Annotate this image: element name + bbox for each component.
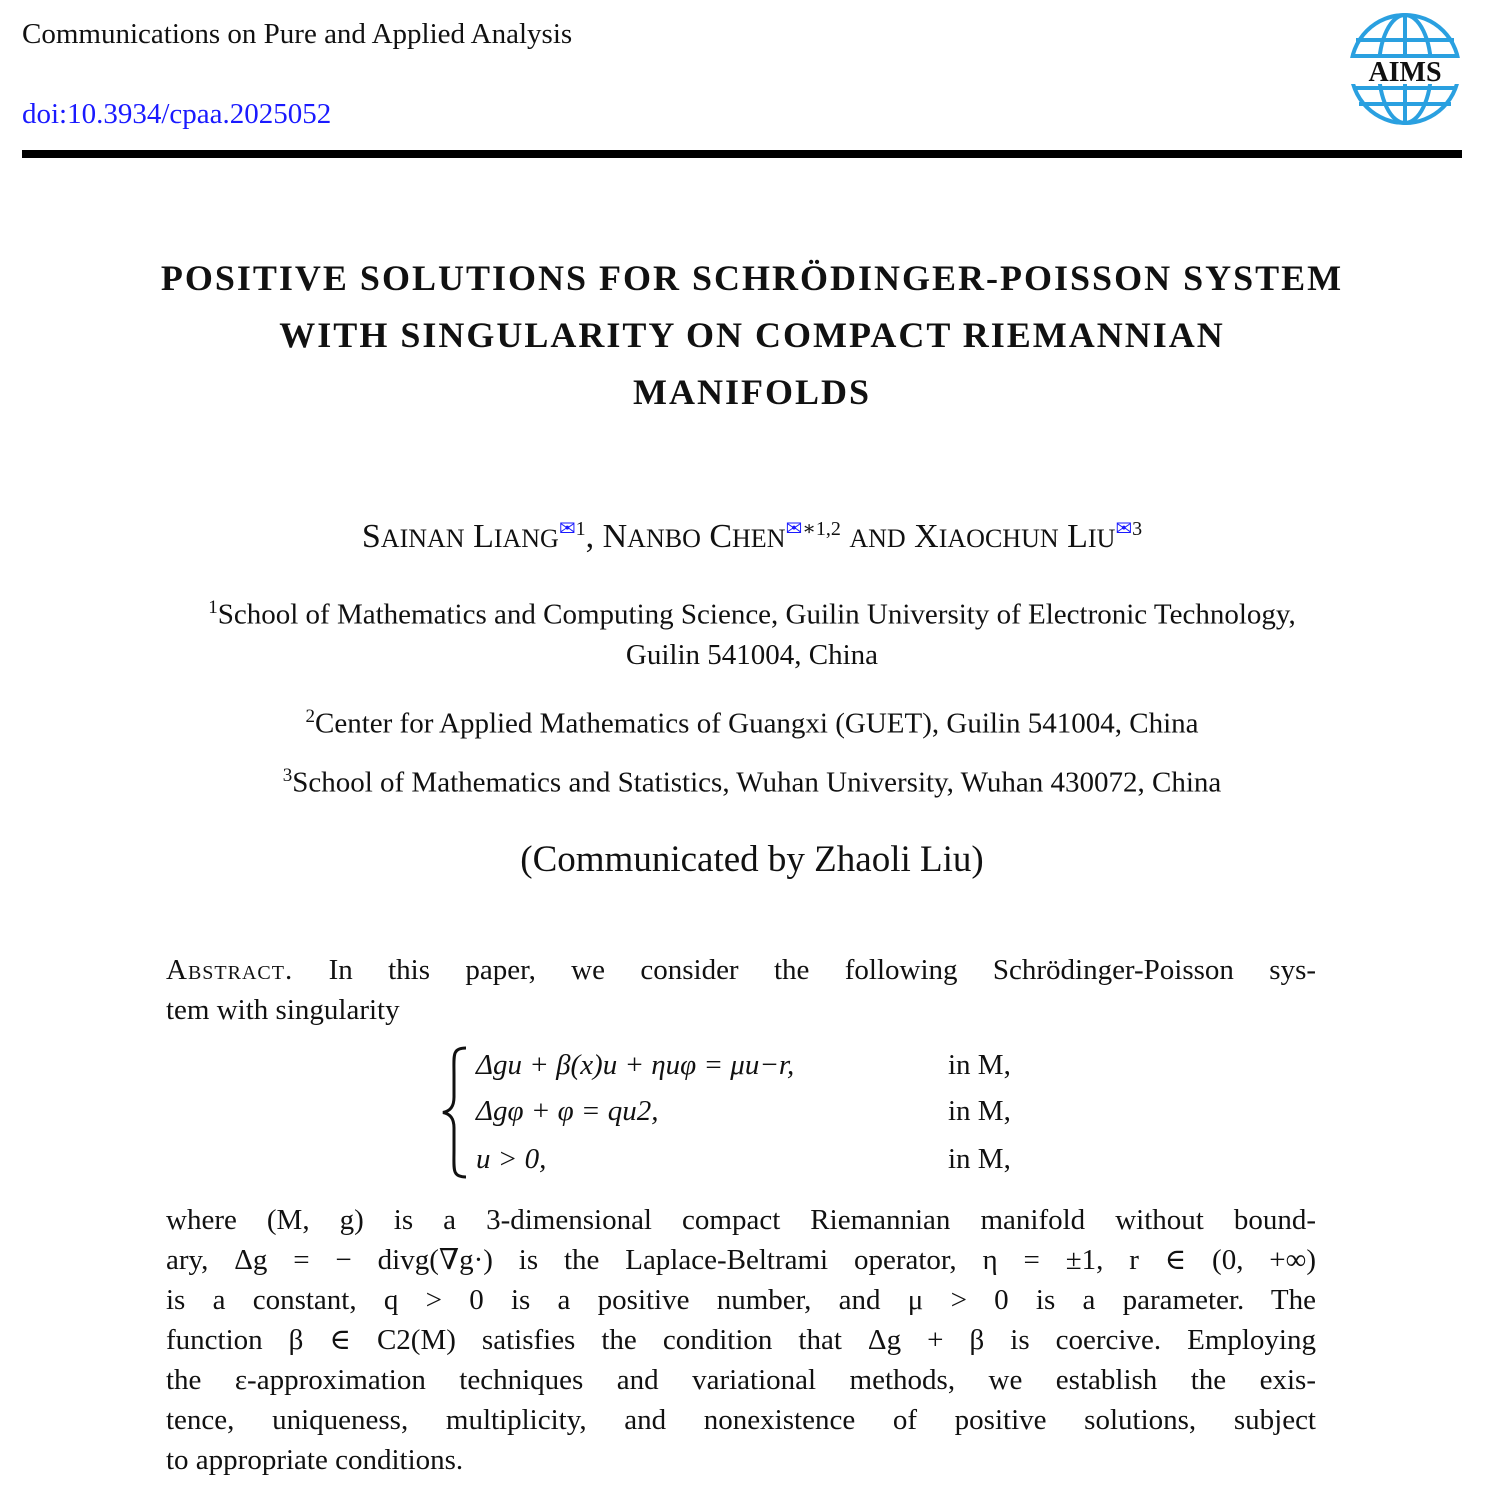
aims-logo bbox=[1346, 10, 1464, 128]
affiliation-1: $^1$School of Mathematics and Computing Science, Guilin University of Electronic Technology, Guilin 541004, China bbox=[208, 597, 1296, 671]
author-list: SAINAN $LIANG^{✉1}$, NANBO $CHEN^{✉∗1,2}$ AND XIAOCHUN $LIU^{✉3}$ bbox=[361, 516, 1143, 555]
equation-condition: in M, bbox=[948, 1049, 1011, 1081]
and-word: AND bbox=[849, 524, 906, 553]
equation-row-1: Δgu + β(x)u + ηuφ = μu−r, bbox=[476, 1049, 795, 1081]
email-icon[interactable]: ✉ bbox=[558, 516, 576, 540]
author-affiliation-marks: 3 bbox=[1132, 518, 1143, 540]
equation-condition: in M, bbox=[948, 1095, 1011, 1127]
equation-condition: in M, bbox=[948, 1143, 1011, 1175]
equation-row-3: u > 0, bbox=[476, 1143, 547, 1175]
author: NANBO CHEN bbox=[602, 518, 786, 555]
title-line: WITH SINGULARITY ON COMPACT RIEMANNIAN bbox=[279, 315, 1225, 355]
header-rule bbox=[22, 150, 1462, 158]
abstract-body bbox=[166, 1200, 1316, 1480]
paper-title bbox=[0, 250, 1504, 421]
left-brace bbox=[440, 1045, 470, 1180]
affiliation-3: $^3$School of Mathematics and Statistics, Wuhan University, Wuhan 430072, China bbox=[282, 765, 1222, 799]
title-line: MANIFOLDS bbox=[632, 372, 871, 412]
equation-row-2: Δgφ + φ = qu2, bbox=[476, 1095, 659, 1127]
affiliation-2: $^2$Center for Applied Mathematics of Guangxi (GUET), Guilin 541004, China bbox=[305, 706, 1199, 740]
author: SAINAN LIANG bbox=[361, 518, 559, 555]
abstract-line: function β ∈ C2(M) satisfies the condition that Δg + β is coercive. Employing bbox=[166, 1324, 1316, 1356]
email-icon[interactable]: ✉ bbox=[1115, 516, 1133, 540]
communicated-by: (Communicated by Zhaoli Liu) bbox=[520, 839, 984, 880]
abstract-line: tence, uniqueness, multiplicity, and nonexistence of positive solutions, subject bbox=[166, 1404, 1316, 1436]
abstract-line: is a constant, q > 0 is a positive number, and μ > 0 is a parameter. The bbox=[166, 1284, 1316, 1316]
doi-link[interactable]: doi:10.3934/cpaa.2025052 bbox=[22, 98, 332, 130]
author-affiliation-marks: ∗1,2 bbox=[802, 518, 841, 540]
abstract-label: Abstract. bbox=[166, 954, 294, 986]
author: XIAOCHUN LIU bbox=[914, 518, 1116, 555]
equation-system bbox=[440, 1045, 1080, 1180]
abstract-line: the ε-approximation techniques and variational methods, we establish the exis- bbox=[166, 1364, 1316, 1396]
journal-name: Communications on Pure and Applied Analysis bbox=[22, 18, 573, 50]
author-affiliation-marks: 1 bbox=[575, 518, 586, 540]
abstract-intro: Abstract. In this paper, we consider the following Schrödinger-Poisson sys- tem with singularity bbox=[166, 954, 1317, 1026]
email-icon[interactable]: ✉ bbox=[785, 516, 803, 540]
abstract-line: where (M, g) is a 3-dimensional compact Riemannian manifold without bound- bbox=[166, 1204, 1316, 1236]
title-line: POSITIVE SOLUTIONS FOR SCHRÖDINGER-POISSON SYSTEM bbox=[160, 258, 1344, 298]
logo-text: AIMS bbox=[1368, 57, 1442, 88]
abstract-line: to appropriate conditions. bbox=[166, 1444, 464, 1476]
abstract-line: ary, Δg = − divg(∇g·) is the Laplace-Beltrami operator, η = ±1, r ∈ (0, +∞) bbox=[166, 1244, 1316, 1276]
